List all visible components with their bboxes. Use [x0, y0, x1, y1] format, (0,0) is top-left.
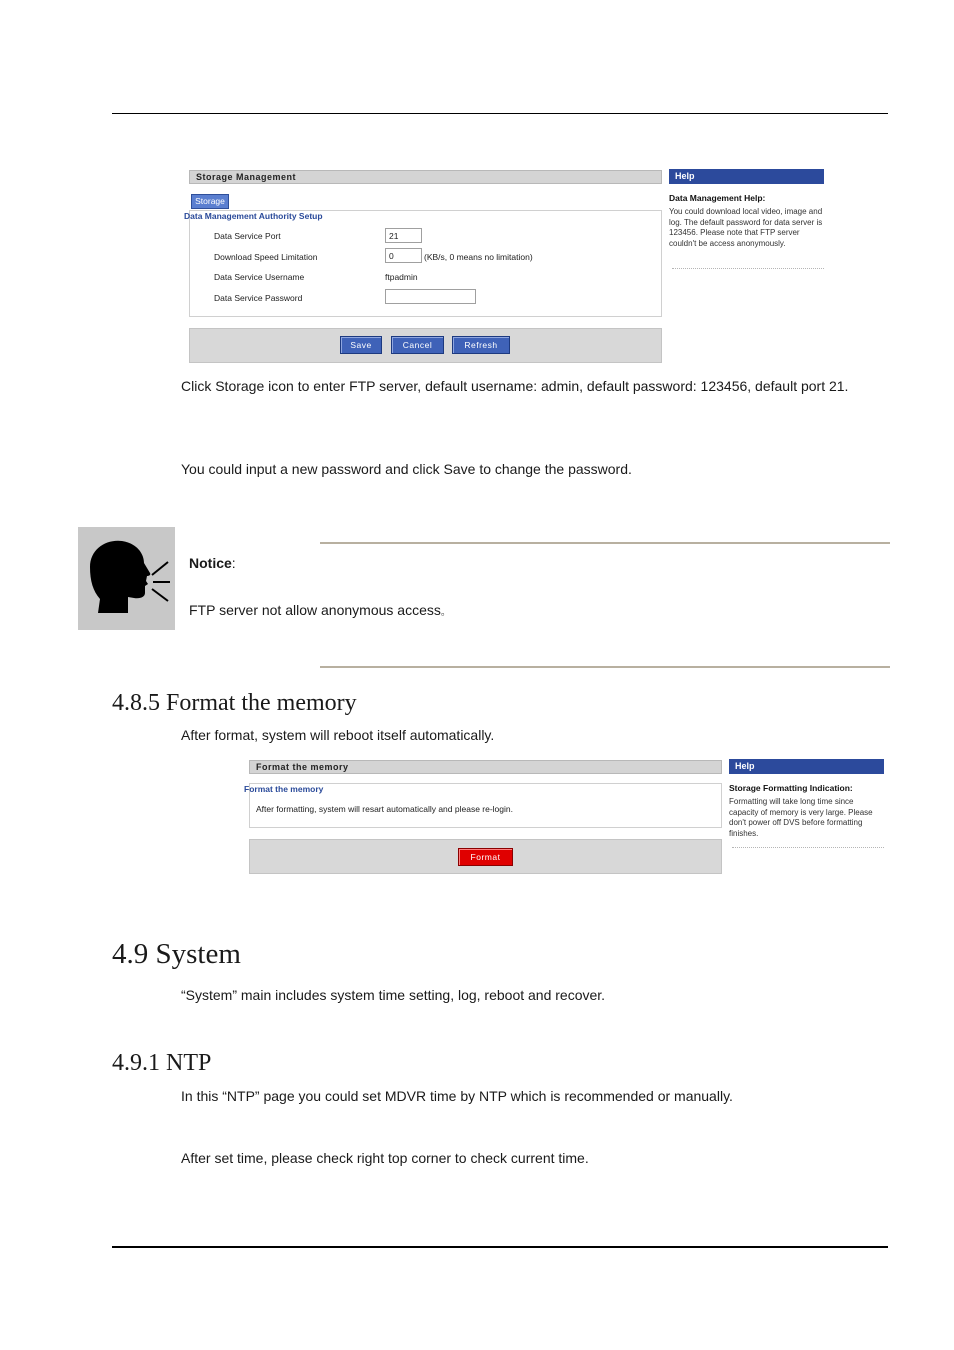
- format-help-subtitle: Storage Formatting Indication:: [729, 783, 853, 793]
- download-speed-hint: (KB/s, 0 means no limitation): [424, 252, 533, 262]
- format-help-text: Formatting will take long time since capacity of memory is very large. Please don't power off DVS before formatting finishes.: [729, 797, 873, 838]
- storage-help-header: Help: [669, 169, 824, 184]
- ntp-description: In this “NTP” page you could set MDVR time by NTP which is recommended or manually.: [181, 1088, 733, 1104]
- data-service-port-label: Data Service Port: [214, 231, 281, 241]
- notice-text-end: 。: [440, 607, 451, 618]
- data-service-password-input[interactable]: [385, 289, 476, 304]
- ntp-check-time: After set time, please check right top corner to check current time.: [181, 1150, 589, 1166]
- refresh-button[interactable]: Refresh: [452, 336, 510, 354]
- format-help-header: Help: [729, 759, 884, 774]
- ntp-heading: 4.9.1 NTP: [112, 1050, 212, 1076]
- speaking-head-icon: [78, 527, 175, 630]
- format-help-divider: [732, 847, 884, 848]
- header-rule: [112, 113, 888, 114]
- format-section-label: Format the memory: [244, 784, 324, 794]
- format-message: After formatting, system will resart automatically and please re-login.: [256, 804, 513, 814]
- system-heading: 4.9 System: [112, 938, 241, 970]
- footer-rule: [112, 1246, 888, 1248]
- notice-label: [189, 555, 236, 571]
- notice-text-body: FTP server not allow anonymous access: [189, 602, 441, 618]
- format-panel-title: Format the memory: [249, 760, 722, 774]
- notice-text: [189, 602, 451, 618]
- notice-label-colon: :: [231, 555, 236, 571]
- storage-help-subtitle: Data Management Help:: [669, 193, 766, 203]
- notice-label-text: Notice: [189, 555, 232, 571]
- storage-panel-title: Storage Management: [189, 170, 662, 184]
- save-button[interactable]: Save: [340, 336, 382, 354]
- cancel-button[interactable]: Cancel: [391, 336, 444, 354]
- download-speed-label: Download Speed Limitation: [214, 252, 318, 262]
- storage-instructions: Click Storage icon to enter FTP server, default username: admin, default password: 123456, default port 21.: [181, 378, 849, 394]
- data-service-username-value: ftpadmin: [385, 272, 418, 282]
- storage-tab[interactable]: Storage: [191, 194, 229, 209]
- system-description: “System” main includes system time setting, log, reboot and recover.: [181, 987, 606, 1003]
- storage-help-text: You could download local video, image and log. The default password for data server is 123456. Please note that FTP server couldn't be access anonymously.: [669, 207, 823, 248]
- data-service-password-label: Data Service Password: [214, 293, 303, 303]
- download-speed-input[interactable]: 0: [385, 248, 422, 263]
- notice-top-rule: [320, 542, 890, 544]
- data-service-port-input[interactable]: 21: [385, 228, 422, 243]
- format-memory-heading: 4.8.5 Format the memory: [112, 690, 357, 716]
- format-memory-description: After format, system will reboot itself automatically.: [181, 727, 495, 743]
- storage-section-label: Data Management Authority Setup: [184, 211, 323, 221]
- password-instructions: You could input a new password and click Save to change the password.: [181, 461, 632, 477]
- format-button[interactable]: Format: [458, 848, 513, 866]
- notice-bottom-rule: [320, 666, 890, 668]
- storage-help-divider: [672, 268, 824, 269]
- data-service-username-label: Data Service Username: [214, 272, 305, 282]
